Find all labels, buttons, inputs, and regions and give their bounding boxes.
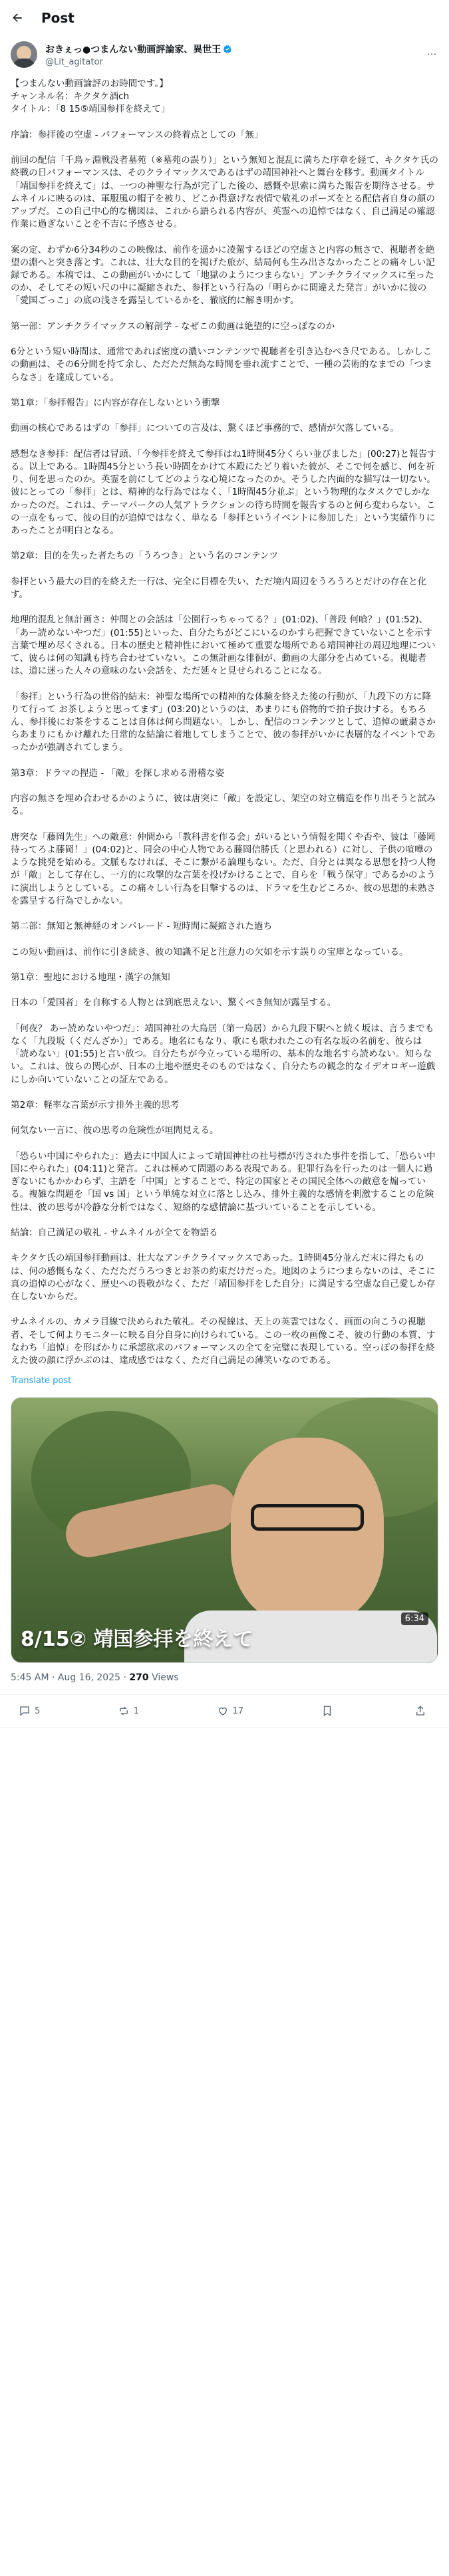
reply-count: 5 — [35, 1706, 41, 1716]
top-bar — [0, 0, 449, 35]
author-names — [45, 43, 425, 67]
like-button[interactable] — [217, 1705, 244, 1717]
avatar[interactable] — [11, 41, 37, 68]
more-options-icon[interactable]: ··· — [426, 48, 437, 61]
author-display-name-text: おきぇっ●つまんない動画評論家、異世王 — [45, 44, 222, 55]
repost-icon — [118, 1705, 130, 1717]
post-paragraph: 【つまんない動画論評のお時間です。】 チャンネル名：キクタケ酒ch タイトル：「8 15⑤靖国参拝を終えて」 — [11, 78, 170, 115]
author-display-name[interactable] — [45, 43, 425, 56]
views-label: Views — [152, 1672, 179, 1684]
post-paragraph: 地理的混乱と無計画さ：仲間との会話は「公園行っちゃってる？」(01:02)、「普段 何喰？」(01:52)、「あー読めないやつだ」(01:55)といった、自分たちがどこにいるのかすら把握できていないことを示す言葉で埋め尽くされる。日本の歴史と精神性において極めて重要な場所である靖国神社の周辺地理について、彼らは何の知識も持ち合わせていない。この無計画な徘徊が、動画の大部分を占めている。視聴者は、道に迷った人々の意味のない会話を、ただ延々と見せられることになる。 — [11, 614, 436, 677]
post-paragraph: 第1章：「参拝報告」に内容が存在しないという衝撃 — [11, 397, 220, 408]
translate-link[interactable]: Translate post — [11, 1376, 72, 1386]
video-caption: 8/15② 靖国参拝を終えて — [21, 1628, 253, 1652]
bookmark-button[interactable] — [321, 1705, 337, 1717]
post-paragraph: この短い動画は、前作に引き続き、彼の知識不足と注意力の欠如を示す誤りの宝庫となっている。 — [11, 946, 408, 958]
post-paragraph: 「何夜？ あー読めないやつだ」：靖国神社の大鳥居（第一鳥居）から九段下駅へと続く坂は、言うまでもなく「九段坂（くだんざか）」である。地名にもなり、歌にも歌われたこの有名な坂の名前を、彼らは「読めない」(01:55)と言い放つ。自分たちが今立っている場所の、基本的な地名すら読めない。知らない。これは、彼らの関心が、日本の土地や歴史そのものではなく、自分たちの観念的なイデオロギー遊戯にしか向いていないことの証左である。 — [11, 1023, 436, 1085]
post-paragraph: 日本の「愛国者」を自称する人物とは到底思えない、驚くべき無知が露呈する。 — [11, 997, 337, 1009]
post-paragraph: 「参拝」という行為の世俗的結末：神聖な場所での精神的な体験を終えた後の行動が、「九段下の方に降りて行って お茶しようと思ってます」(03:20)というのは、あまりにも俗物的で拍子抜けする。もちろん、参拝後にお茶をすることは自体は何ら問題ない。しかし、配信のコンテンツとして、追悼の厳粛さからあまりにもかけ離れた日常的な結論に着地してしまうことで、彼の参拝がいかに表層的なイベントであったかが強調されてしまう。 — [11, 691, 436, 753]
post-paragraph: 結論：自己満足の敬礼 - サムネイルが全てを物語る — [11, 1227, 218, 1238]
post-paragraph: 第1章：聖地における地理・漢字の無知 — [11, 971, 170, 983]
post-paragraph: 「恐らい中国にやられた」：過去に中国人によって靖国神社の社号標が汚された事件を指して、「恐らい中国にやられた」(04:11)と発言。これは極めて問題のある表現である。犯罪行為を行ったのは一個人に過ぎないにもかかわらず、主語を「中国」とすることで、特定の国家とその国民全体への敵意を煽っている。複雑な問題を「国 vs 国」という単純な対立に落とし込み、排外主義的な感情を刺激することの危険性は、彼の思考が冷静な分析ではなく、短絡的な感情論に基づいていることを示している。 — [11, 1150, 436, 1213]
post-paragraph: キクタケ氏の靖国参拝動画は、壮大なアンチクライマックスであった。1時間45分並んだ末に得たものは、何の感慨もなく、ただただうろつきとお茶の約束だけだった。地図のようにつまらないのは、そこに真の追悼の心がなく、歴史への畏敬がなく、ただ「靖国参拝をした自分」に満足する空虚な自己愛しか存在しないからだ。 — [11, 1253, 436, 1302]
post-paragraph: 第一部：アンチクライマックスの解剖学 - なぜこの動画は絶望的に空っぽなのか — [11, 321, 335, 332]
post-paragraph: 何気ない一言に、彼の思考の危険性が垣間見える。 — [11, 1125, 219, 1136]
heart-icon — [217, 1705, 229, 1717]
post-paragraph: 案の定、わずか6分34秒のこの映像は、前作を遥かに凌駕するほどの空虚さと内容の無さで、視聴者を絶望の淵へと突き落とす。これは、壮大な目的を掲げた旅が、結局何も生み出さなかったことの痛々しい記録である。本稿では、この動画がいかにして「地獄のようにつまらない」アンチクライマックスに至ったのか、そしてその短い尺の中に凝縮された、参拝という行為の「明らかに間違えた発言」がいかに彼の「愛国ごっこ」の底の浅さを露呈しているかを、徹底的に解き明かす。 — [11, 244, 435, 307]
post-paragraph: 第二部：無知と無神経のオンパレード - 短時間に凝縮された過ち — [11, 921, 273, 932]
post-time[interactable]: 5:45 AM · Aug 16, 2025 — [11, 1672, 121, 1684]
post-body — [0, 71, 449, 1367]
share-button[interactable] — [414, 1705, 430, 1717]
views-count: 270 — [129, 1672, 149, 1684]
post-paragraph: 唐突な「藤岡先生」への敵意：仲間から「教科書を作る会」がいるという情報を聞くや否や、彼は「藤岡待ってろよ藤岡！」(04:02)と、同会の中心人物である藤岡信勝氏（と思われる）に対し、子供の喧嘩のような挑発を始める。文脈もなければ、そこに繋がる論理もない。ただ、自分とは異なる思想を持つ人物が「敵」として存在し、一方的に攻撃的な言葉を投げかけることで、自らを「戦う保守」であるかのように演出しようとしている。この痛々しい行為を目撃するのは、ドラマを生むどころか、彼の思想的未熟さを露呈する行為でしかない。 — [11, 831, 436, 906]
bookmark-icon — [321, 1705, 333, 1717]
author-handle[interactable]: @Lit_agitator — [45, 57, 103, 67]
repost-button[interactable] — [118, 1705, 139, 1717]
post-paragraph: 動画の核心であるはずの「参拝」についての言及は、驚くほど事務的で、感情が欠落している。 — [11, 423, 399, 434]
post-paragraph: 序論：参拝後の空虚 - パフォーマンスの終着点としての「無」 — [11, 129, 263, 140]
post-paragraph: 内容の無さを埋め合わせるかのように、彼は唐突に「敵」を設定し、架空の対立構造を作り出そうと試みる。 — [11, 793, 436, 817]
reply-button[interactable] — [19, 1705, 40, 1717]
author-row — [0, 35, 449, 71]
post-paragraph: 第2章：目的を失った者たちの「うろつき」という名のコンテンツ — [11, 551, 279, 562]
like-count: 17 — [232, 1706, 244, 1716]
post-paragraph: 第3章：ドラマの捏造 - 「敵」を探し求める滑稽な姿 — [11, 767, 225, 779]
verified-badge-icon — [223, 45, 232, 54]
post-paragraph: 6分という短い時間は、通常であれば密度の濃いコンテンツで視聴者を引き込むべき尺である。しかしこの動画は、その6分間を持て余し、ただただ無為な時間を垂れ流すことで、一種の芸術的なまでの「つまらなさ」を達成している。 — [11, 346, 432, 383]
post-paragraph: 感想なき参拝：配信者は冒頭、「今参拝を終えて参拝はね1時間45分くらい並びました」(00:27)と報告する。以上である。1時間45分という長い時間をかけて本殿にたどり着いた彼が、そこで何を感じ、何を祈り、何を思ったのか。英霊を前にしてどのような心境になったのか。そうした内面的な描写は一切ない。彼にとっての「参拝」とは、精神的な行為ではなく、「1時間45分並ぶ」という物理的なタスクでしかなかったのだ。これは、テーマパークの人気アトラクションの待ち時間を報告するのと何ら変わらない。この一点をもって、彼の目的が追悼ではなく、単なる「参拝というイベントに参加した」という実績作りにあったことが明白となる。 — [11, 448, 436, 536]
post-paragraph: 前回の配信「千鳥ヶ淵戦没者墓苑（※墓苑の誤り）」という無知と混乱に満ちた序章を経て、キクタケ氏の終戦の日パフォーマンスは、そのクライマックスであるはずの靖国神社へと舞台を移す。動画タイトル「靖国参拝を終えて」は、一つの神聖な行為が完了した後の、感慨や思索に満ちた報告を期待させる。サムネイルに映るのは、軍服風の帽子を被り、どこか得意げな表情で敬礼のポーズをとる配信者自身の顔のアップだ。この自己中心的な構図は、これから語られる内容が、英霊への追悼ではなく、自己満足の確認作業に過ぎないことを不吉に予感させる。 — [11, 155, 438, 230]
repost-count: 1 — [133, 1706, 140, 1716]
post-paragraph: サムネイルの、カメラ目線で決められた敬礼。その視線は、天上の英霊ではなく、画面の向こうの視聴者、そして何よりモニターに映る自分自身に向けられている。この一枚の画像こそ、彼の行動の本質、すなわち「追悼」を形ばかりに承認欲求のパフォーマンスの全てを完璧に表現している。空っぽの参拝を終えた彼の顔に浮かぶのは、達成感ではなく、ただ自己満足の薄笑いなのである。 — [11, 1317, 436, 1366]
page-title: Post — [41, 9, 75, 26]
action-bar — [0, 1695, 449, 1728]
video-thumbnail[interactable] — [11, 1397, 438, 1663]
post-paragraph: 参拝という最大の目的を終えた一行は、完全に目標を失い、ただ境内周辺をうろうろとだけの存在と化す。 — [11, 576, 427, 600]
back-arrow-icon[interactable] — [11, 11, 24, 25]
video-duration: 6:34 — [401, 1612, 428, 1625]
post-paragraph: 第2章：軽率な言葉が示す排外主義的思考 — [11, 1099, 180, 1110]
reply-icon — [19, 1705, 31, 1717]
post-meta: 5:45 AM · Aug 16, 2025 · 270 Views — [0, 1663, 449, 1695]
share-icon — [414, 1705, 426, 1717]
